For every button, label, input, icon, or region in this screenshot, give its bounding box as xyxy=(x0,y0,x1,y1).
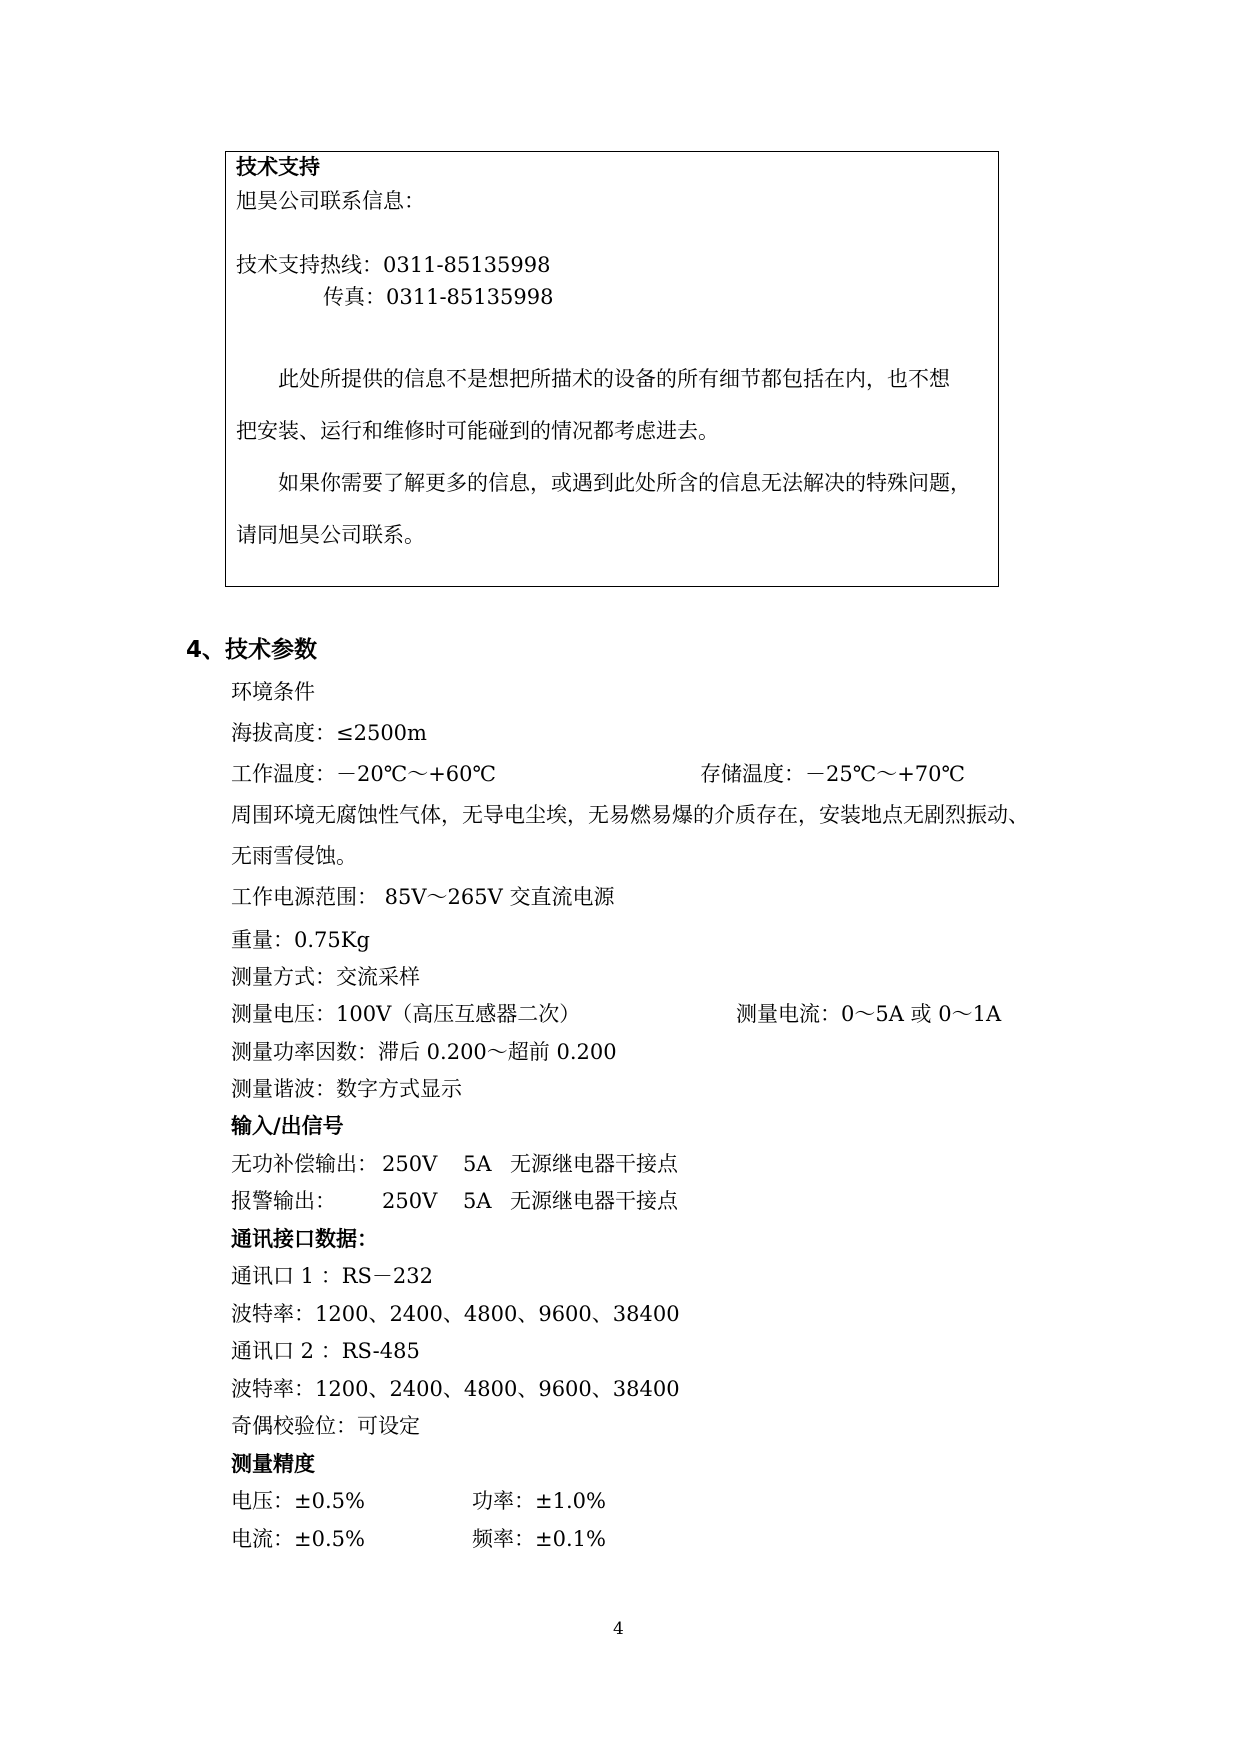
comm-port1: 通讯口 1 ：RS－232 xyxy=(231,1264,433,1288)
accuracy-current: 电流：±0.5% xyxy=(231,1527,365,1551)
support-title: 技术支持 xyxy=(236,155,320,179)
page-number: 4 xyxy=(613,1619,624,1639)
contact-intro: 旭昊公司联系信息： xyxy=(236,189,425,213)
env-voltage: 测量电压：100V（高压互感器二次） xyxy=(231,1002,581,1026)
env-surroundings-line2: 无雨雪侵蚀。 xyxy=(231,844,357,868)
accuracy-power: 功率：±1.0% xyxy=(472,1489,606,1513)
env-altitude: 海拔高度：≤2500m xyxy=(231,721,427,745)
section-heading: 4、技术参数 xyxy=(186,637,318,663)
env-current: 测量电流：0～5A 或 0～1A xyxy=(736,1002,1002,1026)
env-surroundings-line1: 周围环境无腐蚀性气体，无导电尘埃，无易燃易爆的介质存在，安装地点无剧烈振动、 xyxy=(231,803,1029,827)
io-comp-label: 无功补偿输出： xyxy=(231,1152,378,1176)
accuracy-title: 测量精度 xyxy=(231,1452,315,1476)
env-storage-temp: 存储温度：－25℃～+70℃ xyxy=(700,762,966,786)
env-power-factor: 测量功率因数：滞后 0.200～超前 0.200 xyxy=(231,1040,617,1064)
comm-baud2: 波特率：1200、2400、4800、9600、38400 xyxy=(231,1377,680,1401)
comm-parity: 奇偶校验位：可设定 xyxy=(231,1414,420,1438)
io-comp-voltage: 250V xyxy=(382,1152,438,1176)
env-power-range: 工作电源范围： 85V～265V 交直流电源 xyxy=(231,885,615,909)
env-work-temp: 工作温度：－20℃～+60℃ xyxy=(231,762,497,786)
comm-port2: 通讯口 2 ：RS-485 xyxy=(231,1339,420,1363)
comm-baud1: 波特率：1200、2400、4800、9600、38400 xyxy=(231,1302,680,1326)
support-fax: 传真：0311-85135998 xyxy=(323,285,554,309)
accuracy-voltage: 电压：±0.5% xyxy=(231,1489,365,1513)
env-weight: 重量：0.75Kg xyxy=(231,928,370,952)
support-para1-line1: 此处所提供的信息不是想把所描术的设备的所有细节都包括在内，也不想 xyxy=(278,367,950,391)
support-para1-line2: 把安装、运行和维修时可能碰到的情况都考虑进去。 xyxy=(236,419,719,443)
support-para2-line1: 如果你需要了解更多的信息，或遇到此处所含的信息无法解决的特殊问题， xyxy=(278,471,971,495)
io-alarm-current: 5A xyxy=(463,1189,492,1213)
io-alarm-voltage: 250V xyxy=(382,1189,438,1213)
io-alarm-label: 报警输出： xyxy=(231,1189,336,1213)
io-comp-current: 5A xyxy=(463,1152,492,1176)
support-hotline: 技术支持热线：0311-85135998 xyxy=(236,253,551,277)
env-title: 环境条件 xyxy=(231,680,315,704)
accuracy-frequency: 频率：±0.1% xyxy=(472,1527,606,1551)
io-alarm-type: 无源继电器干接点 xyxy=(510,1189,678,1213)
io-comp-type: 无源继电器干接点 xyxy=(510,1152,678,1176)
comm-title: 通讯接口数据： xyxy=(231,1227,378,1251)
env-method: 测量方式：交流采样 xyxy=(231,965,420,989)
io-title: 输入/出信号 xyxy=(231,1114,344,1138)
support-para2-line2: 请同旭昊公司联系。 xyxy=(236,523,425,547)
env-harmonics: 测量谐波：数字方式显示 xyxy=(231,1077,462,1101)
